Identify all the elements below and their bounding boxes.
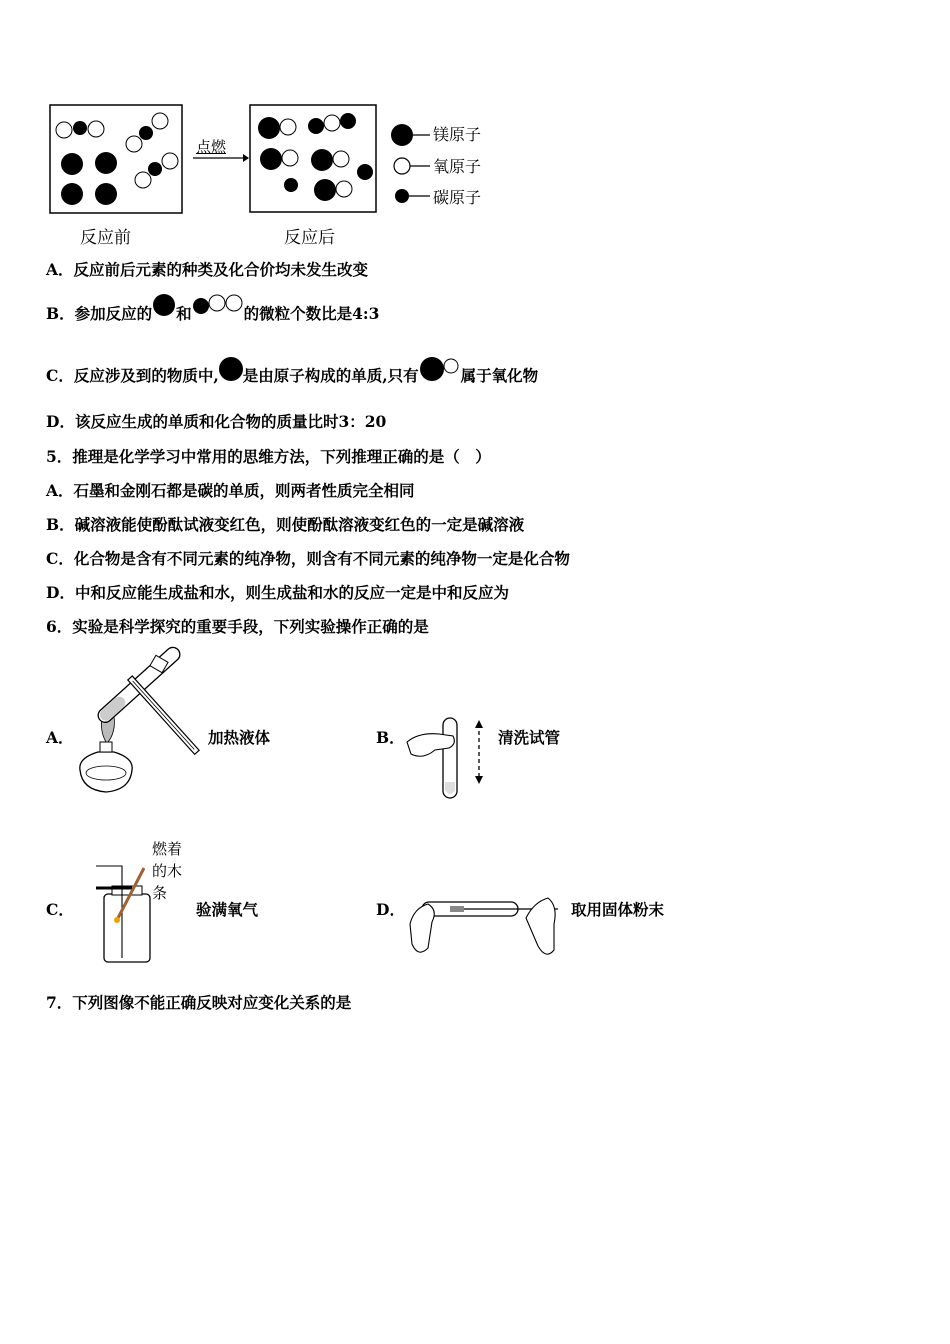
before-caption: 反应前 — [80, 228, 131, 248]
mg-atom-icon — [152, 293, 176, 317]
burning-stick-note-line: 的木 — [152, 862, 183, 880]
q6-b-label: 清洗试管 — [498, 728, 561, 747]
q6-a-letter: A． — [46, 728, 74, 747]
solid-powder-illustration — [408, 884, 568, 964]
legend-o-icon — [392, 154, 432, 178]
q4-c-prefix: C．反应涉及到的物质中, — [46, 366, 219, 385]
mg-atom-icon — [219, 356, 243, 382]
arrow-label: 点燃 — [196, 138, 227, 156]
legend-mg-icon — [390, 123, 430, 147]
q7-stem: 7．下列图像不能正确反映对应变化关系的是 — [46, 993, 352, 1012]
legend-c-icon — [392, 184, 432, 208]
q4-c-mid: 是由原子构成的单质,只有 — [242, 366, 419, 385]
legend-o-label: 氧原子 — [433, 157, 482, 176]
q6-d-label: 取用固体粉末 — [571, 900, 665, 919]
reaction-arrow — [191, 152, 251, 164]
q6-d-letter: D． — [376, 900, 405, 919]
q6-b-letter: B． — [376, 728, 405, 747]
q4-option-b — [46, 303, 379, 327]
q4-b-prefix: B．参加反应的 — [46, 304, 153, 323]
legend-mg-label: 镁原子 — [433, 125, 482, 144]
q4-b-suffix: 的微粒个数比是4:3 — [243, 304, 380, 323]
q5-option-b: B．碱溶液能使酚酞试液变红色，则使酚酞溶液变红色的一定是碱溶液 — [46, 515, 525, 534]
q6-c-label: 验满氧气 — [196, 900, 259, 919]
q4-c-suffix: 属于氧化物 — [460, 366, 539, 385]
q5-option-d: D．中和反应能生成盐和水，则生成盐和水的反应一定是中和反应为 — [46, 583, 509, 602]
after-box — [248, 103, 380, 215]
cleaning-tube-illustration — [405, 714, 485, 804]
q5-option-a: A．石墨和金刚石都是碳的单质，则两者性质完全相同 — [46, 481, 415, 500]
mgo-molecule-icon — [419, 356, 461, 382]
q6-c-letter: C． — [46, 900, 74, 919]
before-box — [48, 103, 188, 215]
co2-molecule-icon — [192, 294, 244, 316]
q4-b-mid: 和 — [176, 304, 192, 323]
q6-a-label: 加热液体 — [208, 728, 271, 747]
q4-option-a: A．反应前后元素的种类及化合价均未发生改变 — [46, 260, 369, 279]
q4-option-d: D．该反应生成的单质和化合物的质量比时3：20 — [46, 412, 387, 431]
q4-option-c — [46, 364, 538, 390]
burning-stick-note-line: 燃着 — [152, 840, 183, 858]
after-caption: 反应后 — [284, 228, 335, 248]
burning-stick-note — [152, 838, 182, 904]
q5-option-c: C．化合物是含有不同元素的纯净物，则含有不同元素的纯净物一定是化合物 — [46, 549, 570, 568]
q5-stem: 5．推理是化学学习中常用的思维方法，下列推理正确的是（ ） — [46, 447, 491, 466]
q6-stem: 6．实验是科学探究的重要手段，下列实验操作正确的是 — [46, 617, 429, 636]
legend-c-label: 碳原子 — [433, 188, 482, 207]
heating-liquid-illustration — [70, 658, 210, 803]
burning-stick-note-line: 条 — [152, 884, 168, 902]
